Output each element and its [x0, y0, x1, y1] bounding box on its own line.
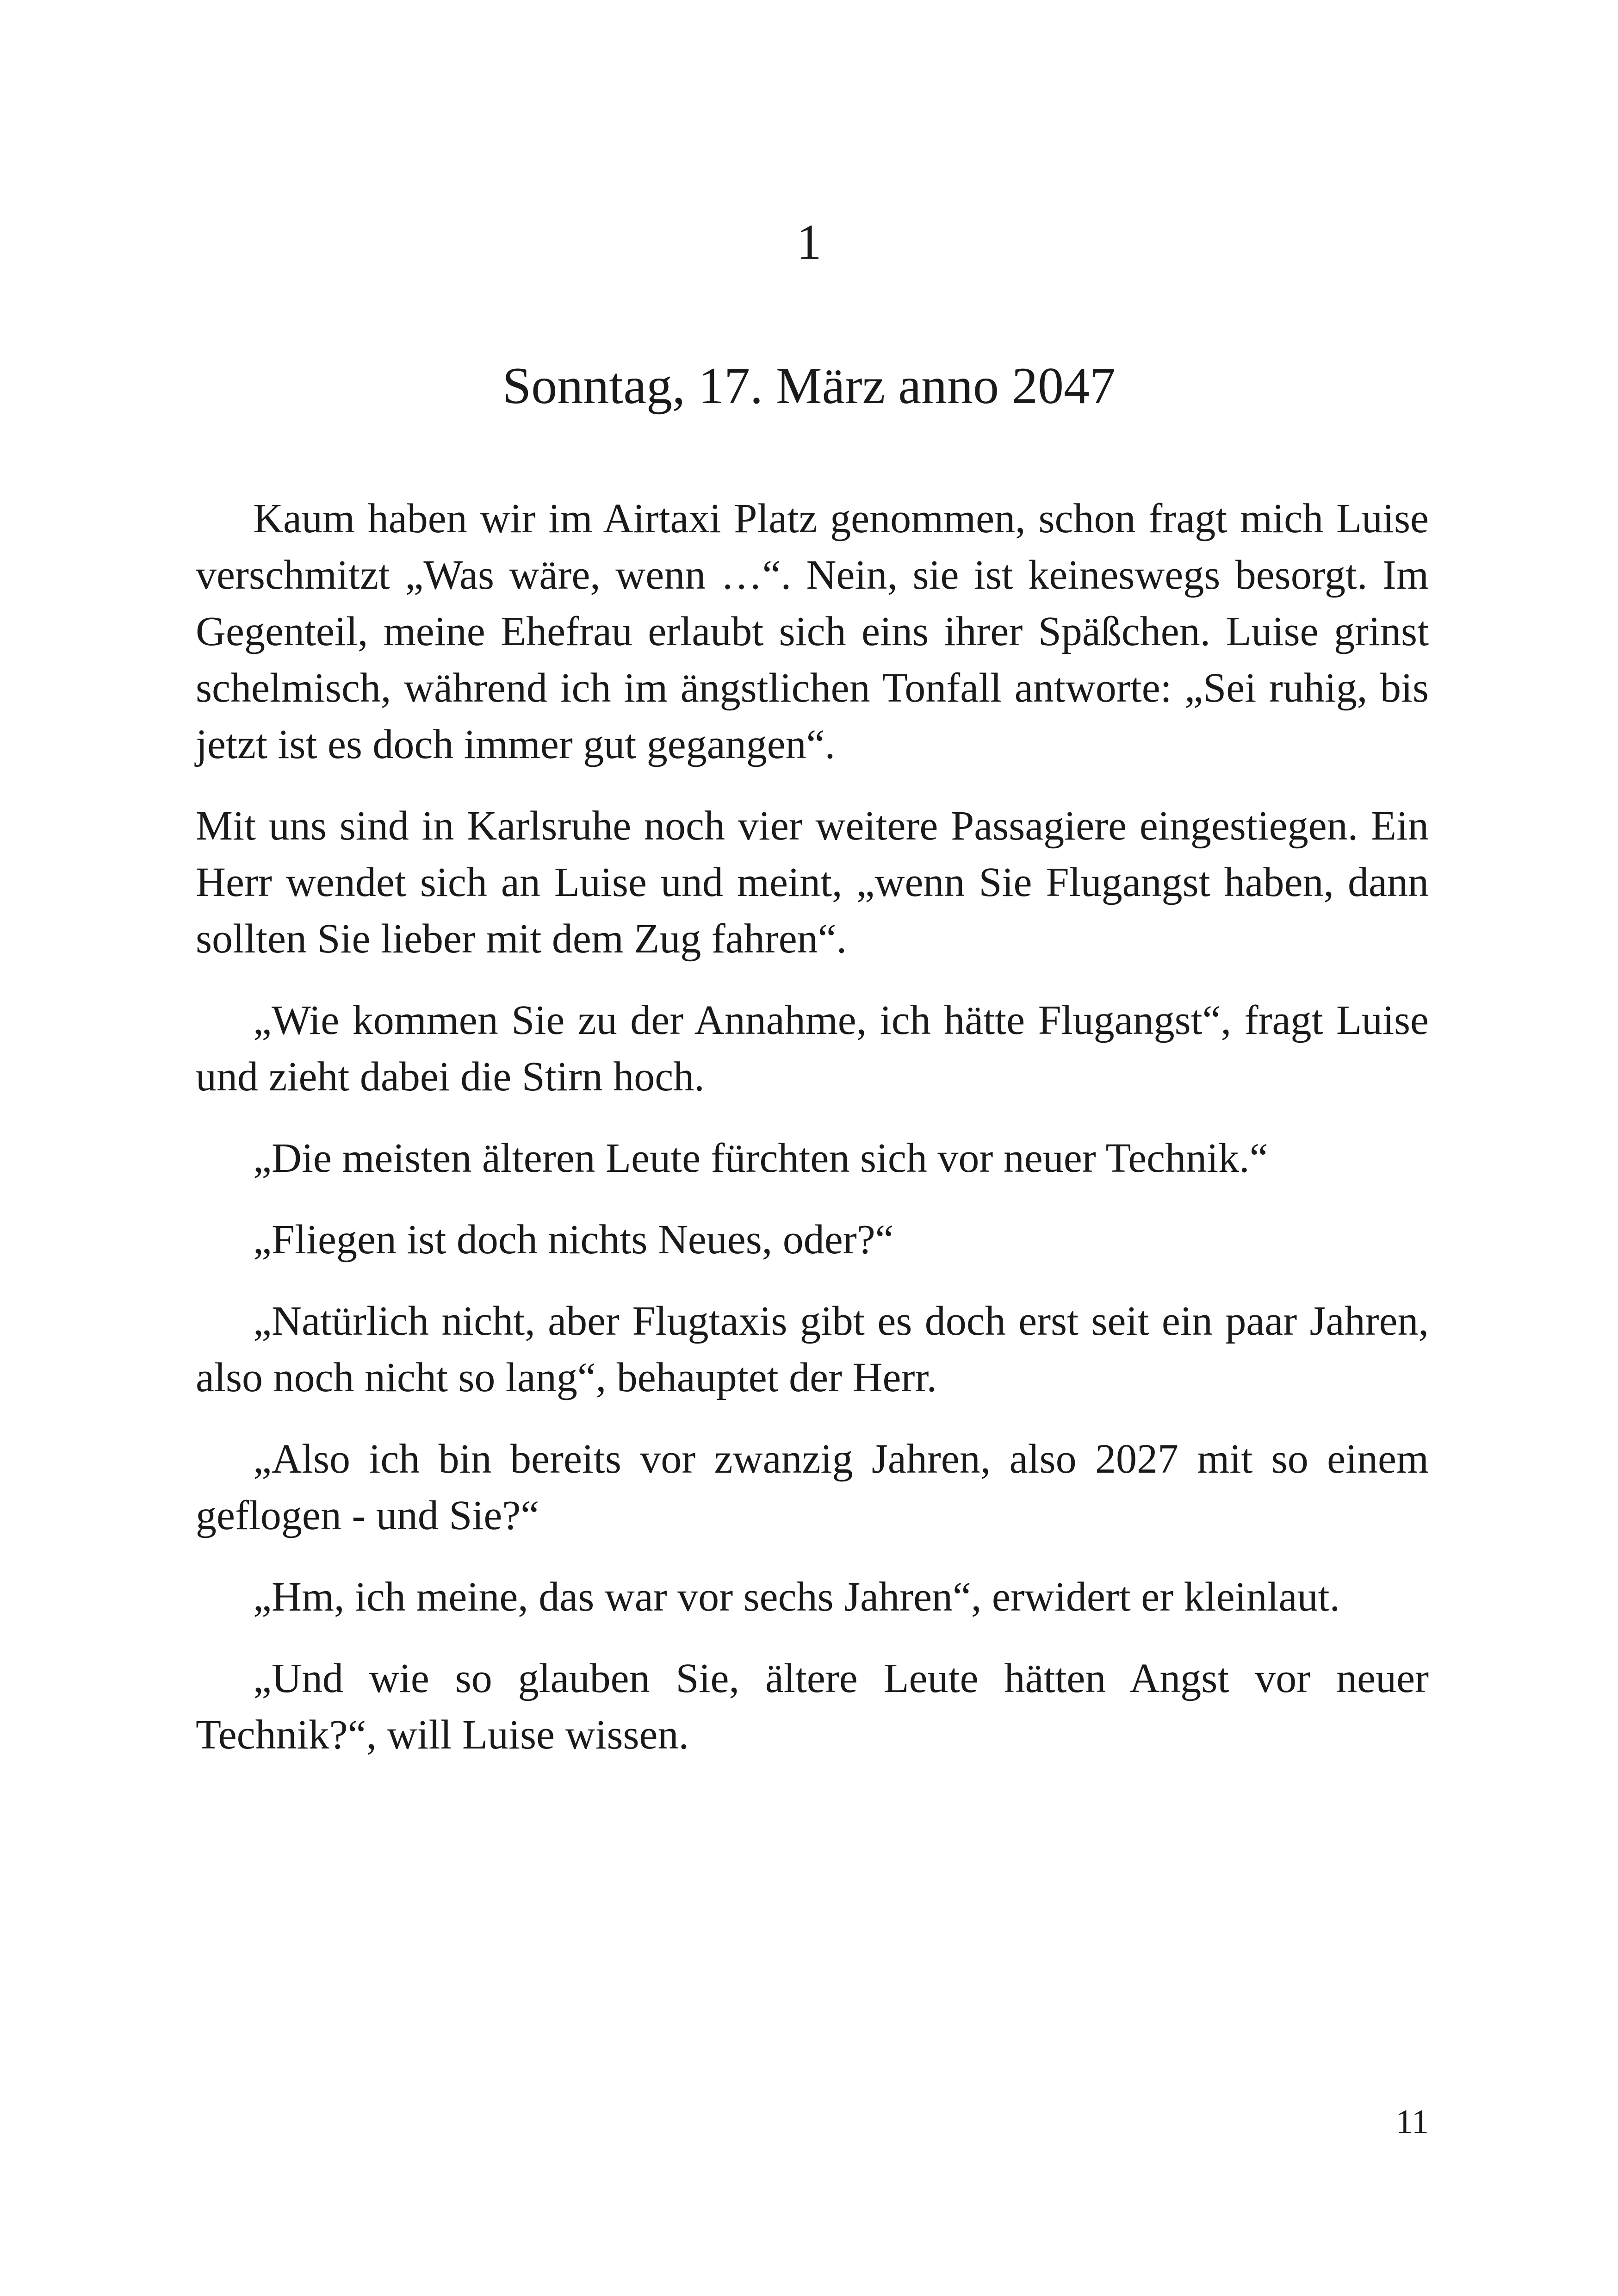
chapter-number: 1: [796, 215, 822, 270]
paragraph: „Wie kommen Sie zu der Annahme, ich hätte Flugangst“, fragt Luise und zieht dabei die Stirn hoch.: [196, 997, 1429, 1100]
paragraph: Mit uns sind in Karlsruhe noch vier weitere Passagiere eingestiegen. Ein Herr wendet sich an Luise und meint, „wenn Sie Flugangst haben, dann sollten Sie lieber mit dem Zug fahren“.: [196, 803, 1429, 962]
paragraph: „Fliegen ist doch nichts Neues, oder?“: [253, 1217, 894, 1263]
paragraph: „Natürlich nicht, aber Flugtaxis gibt es doch erst seit ein paar Jahren, also noch nicht so lang“, behauptet der Herr.: [196, 1298, 1429, 1400]
paragraph: „Also ich bin bereits vor zwanzig Jahren, also 2027 mit so einem geflogen - und Sie?“: [196, 1436, 1429, 1538]
paragraph: „Die meisten älteren Leute fürchten sich vor neuer Technik.“: [253, 1135, 1268, 1181]
paragraph: Kaum haben wir im Airtaxi Platz genommen, schon fragt mich Luise verschmitzt „Was wäre, wenn …“. Nein, sie ist keineswegs besorgt. Im Gegenteil, meine Ehefrau erlaubt sich eins ihrer Späßchen. Luise grinst schelmisch, während ich im ängstlichen Tonfall antworte: „Sei ruhig, bis jetzt ist es doch immer gut gegangen“.: [196, 496, 1429, 767]
paragraph: „Und wie so glauben Sie, ältere Leute hätten Angst vor neuer Technik?“, will Luise wissen.: [196, 1655, 1429, 1758]
chapter-title: Sonntag, 17. März anno 2047: [502, 357, 1116, 415]
chapter-body: [196, 491, 1429, 1788]
paragraph: „Hm, ich meine, das war vor sechs Jahren“, erwidert er kleinlaut.: [253, 1574, 1340, 1620]
page-number: 11: [1395, 2103, 1429, 2141]
